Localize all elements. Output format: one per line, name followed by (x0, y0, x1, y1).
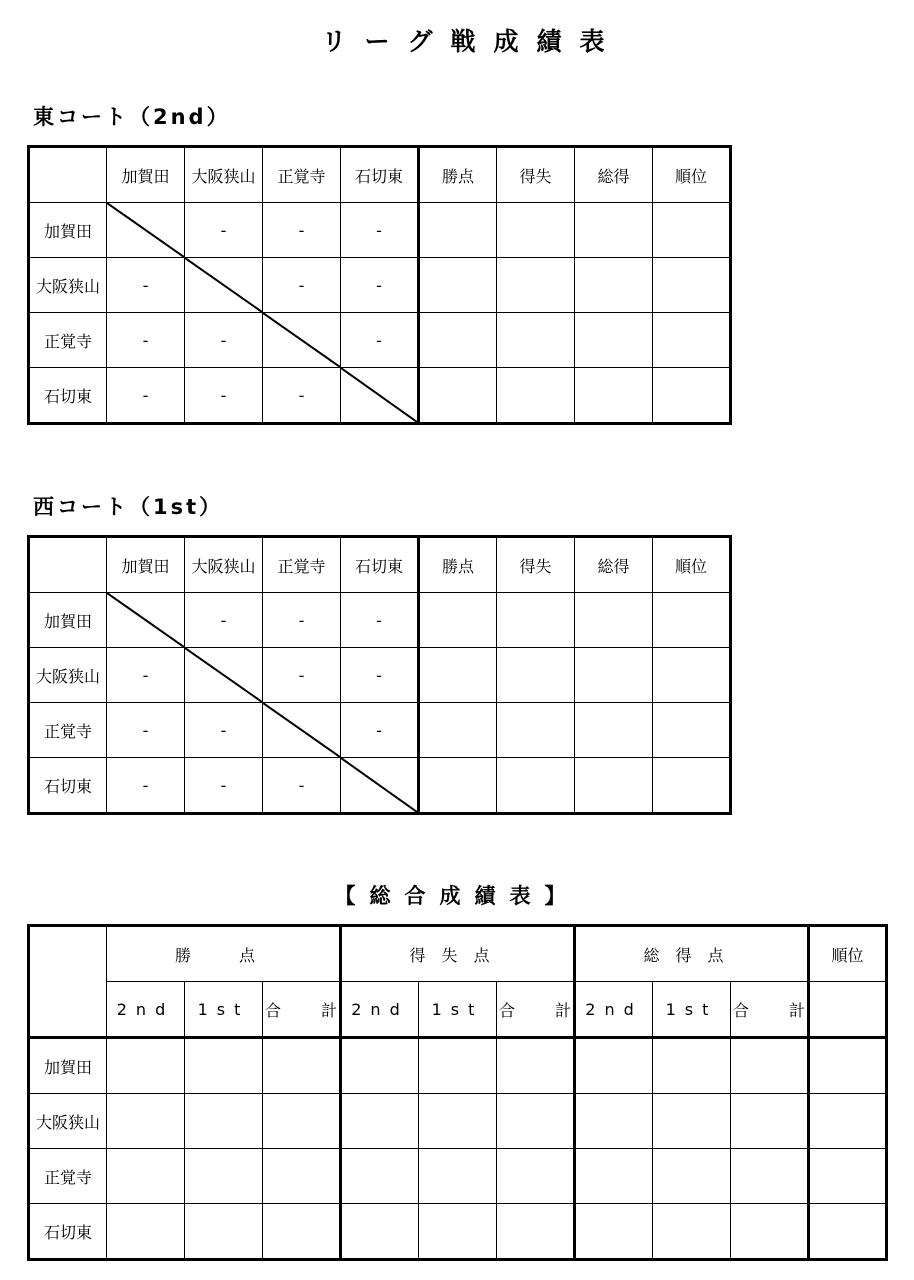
table-header-row (29, 537, 731, 593)
sub-header-1st: 1st (185, 982, 263, 1038)
stat-cell (497, 203, 575, 258)
summary-sub-header-row (29, 982, 887, 1038)
row-header-team: 大阪狭山 (29, 648, 107, 703)
result-cell: - (341, 593, 419, 648)
value-cell (497, 1149, 575, 1204)
row-header-team: 石切東 (29, 758, 107, 814)
stat-cell (419, 593, 497, 648)
sub-header-1st: 1st (653, 982, 731, 1038)
col-header-stat: 総得 (575, 537, 653, 593)
result-cell: - (263, 758, 341, 814)
row-header-team: 加賀田 (29, 203, 107, 258)
stat-cell (497, 368, 575, 424)
stat-cell (419, 703, 497, 758)
table-row (29, 258, 731, 313)
value-cell (341, 1204, 419, 1260)
result-cell: - (185, 368, 263, 424)
result-cell: - (107, 368, 185, 424)
table-row (29, 648, 731, 703)
result-cell: - (341, 258, 419, 313)
row-header-team: 石切東 (29, 1204, 107, 1260)
result-cell: - (341, 203, 419, 258)
stat-cell (653, 368, 731, 424)
stat-cell (653, 648, 731, 703)
value-cell (263, 1204, 341, 1260)
col-header-stat: 勝点 (419, 537, 497, 593)
result-cell: - (185, 758, 263, 814)
col-header-team: 加賀田 (107, 147, 185, 203)
col-header-team: 大阪狭山 (185, 537, 263, 593)
col-header-team: 大阪狭山 (185, 147, 263, 203)
value-cell (731, 1038, 809, 1094)
stat-cell (653, 258, 731, 313)
table-row (29, 1094, 887, 1149)
value-cell (107, 1204, 185, 1260)
stat-cell (497, 758, 575, 814)
stat-cell (653, 703, 731, 758)
stat-cell (575, 203, 653, 258)
col-header-team: 石切東 (341, 537, 419, 593)
result-cell: - (263, 593, 341, 648)
corner-cell (29, 926, 107, 1038)
rank-cell (809, 1149, 887, 1204)
value-cell (341, 1094, 419, 1149)
value-cell (731, 1204, 809, 1260)
table-row (29, 368, 731, 424)
value-cell (263, 1094, 341, 1149)
diagonal-cell (185, 648, 263, 703)
col-header-stat: 総得 (575, 147, 653, 203)
result-cell: - (341, 313, 419, 368)
summary-title: 【総合成績表】 (334, 884, 580, 908)
value-cell (419, 1094, 497, 1149)
stat-cell (653, 758, 731, 814)
stat-cell (575, 703, 653, 758)
stat-cell (419, 203, 497, 258)
result-cell: - (185, 593, 263, 648)
value-cell (575, 1204, 653, 1260)
west-league-table (27, 535, 732, 815)
summary-group-header-row (29, 926, 887, 982)
sub-header-1st: 1st (419, 982, 497, 1038)
value-cell (575, 1038, 653, 1094)
value-cell (341, 1149, 419, 1204)
result-cell: - (107, 313, 185, 368)
result-cell: - (263, 258, 341, 313)
col-header-stat: 得失 (497, 537, 575, 593)
value-cell (419, 1149, 497, 1204)
value-cell (653, 1204, 731, 1260)
stat-cell (575, 313, 653, 368)
group-header-total-goals: 総得点 (575, 926, 809, 982)
row-header-team: 正覚寺 (29, 703, 107, 758)
stat-cell (419, 258, 497, 313)
stat-cell (575, 258, 653, 313)
result-cell: - (185, 313, 263, 368)
value-cell (575, 1149, 653, 1204)
page-title: リーグ戦成績表 (321, 27, 623, 56)
result-cell: - (263, 368, 341, 424)
sub-header-2nd: 2nd (575, 982, 653, 1038)
value-cell (497, 1038, 575, 1094)
sub-header-total: 合 計 (731, 982, 809, 1038)
stat-cell (575, 368, 653, 424)
group-header-goal-diff: 得失点 (341, 926, 575, 982)
table-row (29, 593, 731, 648)
value-cell (419, 1204, 497, 1260)
value-cell (653, 1094, 731, 1149)
rank-cell (809, 1204, 887, 1260)
diagonal-cell (263, 313, 341, 368)
rank-cell (809, 1038, 887, 1094)
col-header-team: 正覚寺 (263, 147, 341, 203)
east-league-table (27, 145, 732, 425)
row-header-team: 正覚寺 (29, 313, 107, 368)
stat-cell (575, 758, 653, 814)
table-row (29, 758, 731, 814)
group-header-rank: 順位 (809, 926, 887, 982)
result-cell: - (107, 258, 185, 313)
diagonal-cell (107, 593, 185, 648)
row-header-team: 石切東 (29, 368, 107, 424)
table-row (29, 203, 731, 258)
group-header-points: 勝 点 (107, 926, 341, 982)
result-cell: - (185, 703, 263, 758)
diagonal-cell (107, 203, 185, 258)
sub-header-total: 合 計 (263, 982, 341, 1038)
value-cell (497, 1094, 575, 1149)
col-header-stat: 勝点 (419, 147, 497, 203)
stat-cell (497, 258, 575, 313)
corner-cell (29, 147, 107, 203)
diagonal-cell (341, 758, 419, 814)
result-cell: - (341, 703, 419, 758)
value-cell (575, 1094, 653, 1149)
rank-cell (809, 1094, 887, 1149)
stat-cell (419, 368, 497, 424)
value-cell (653, 1038, 731, 1094)
stat-cell (653, 203, 731, 258)
table-row (29, 703, 731, 758)
value-cell (731, 1149, 809, 1204)
stat-cell (575, 648, 653, 703)
west-court-title: 西コート（1st） (33, 495, 224, 519)
value-cell (185, 1094, 263, 1149)
rank-sub-cell (809, 982, 887, 1038)
summary-table (27, 924, 888, 1261)
result-cell: - (263, 203, 341, 258)
row-header-team: 大阪狭山 (29, 258, 107, 313)
diagonal-cell (263, 703, 341, 758)
east-court-title: 東コート（2nd） (33, 105, 231, 129)
result-cell: - (107, 703, 185, 758)
value-cell (263, 1149, 341, 1204)
stat-cell (419, 758, 497, 814)
value-cell (263, 1038, 341, 1094)
table-header-row (29, 147, 731, 203)
result-cell: - (107, 648, 185, 703)
row-header-team: 正覚寺 (29, 1149, 107, 1204)
value-cell (419, 1038, 497, 1094)
value-cell (497, 1204, 575, 1260)
stat-cell (653, 593, 731, 648)
value-cell (341, 1038, 419, 1094)
value-cell (731, 1094, 809, 1149)
stat-cell (497, 313, 575, 368)
col-header-stat: 得失 (497, 147, 575, 203)
value-cell (107, 1038, 185, 1094)
result-cell: - (107, 758, 185, 814)
stat-cell (419, 648, 497, 703)
stat-cell (419, 313, 497, 368)
stat-cell (575, 593, 653, 648)
sub-header-total: 合 計 (497, 982, 575, 1038)
stat-cell (497, 648, 575, 703)
stat-cell (497, 593, 575, 648)
corner-cell (29, 537, 107, 593)
value-cell (185, 1149, 263, 1204)
stat-cell (497, 703, 575, 758)
value-cell (185, 1204, 263, 1260)
diagonal-cell (341, 368, 419, 424)
sub-header-2nd: 2nd (107, 982, 185, 1038)
col-header-team: 石切東 (341, 147, 419, 203)
col-header-stat: 順位 (653, 537, 731, 593)
col-header-team: 加賀田 (107, 537, 185, 593)
value-cell (107, 1094, 185, 1149)
table-row (29, 1038, 887, 1094)
stat-cell (653, 313, 731, 368)
table-row (29, 313, 731, 368)
table-row (29, 1149, 887, 1204)
table-row (29, 1204, 887, 1260)
row-header-team: 加賀田 (29, 593, 107, 648)
col-header-stat: 順位 (653, 147, 731, 203)
value-cell (185, 1038, 263, 1094)
result-cell: - (341, 648, 419, 703)
result-cell: - (263, 648, 341, 703)
result-cell: - (185, 203, 263, 258)
sub-header-2nd: 2nd (341, 982, 419, 1038)
value-cell (653, 1149, 731, 1204)
col-header-team: 正覚寺 (263, 537, 341, 593)
value-cell (107, 1149, 185, 1204)
diagonal-cell (185, 258, 263, 313)
row-header-team: 大阪狭山 (29, 1094, 107, 1149)
row-header-team: 加賀田 (29, 1038, 107, 1094)
